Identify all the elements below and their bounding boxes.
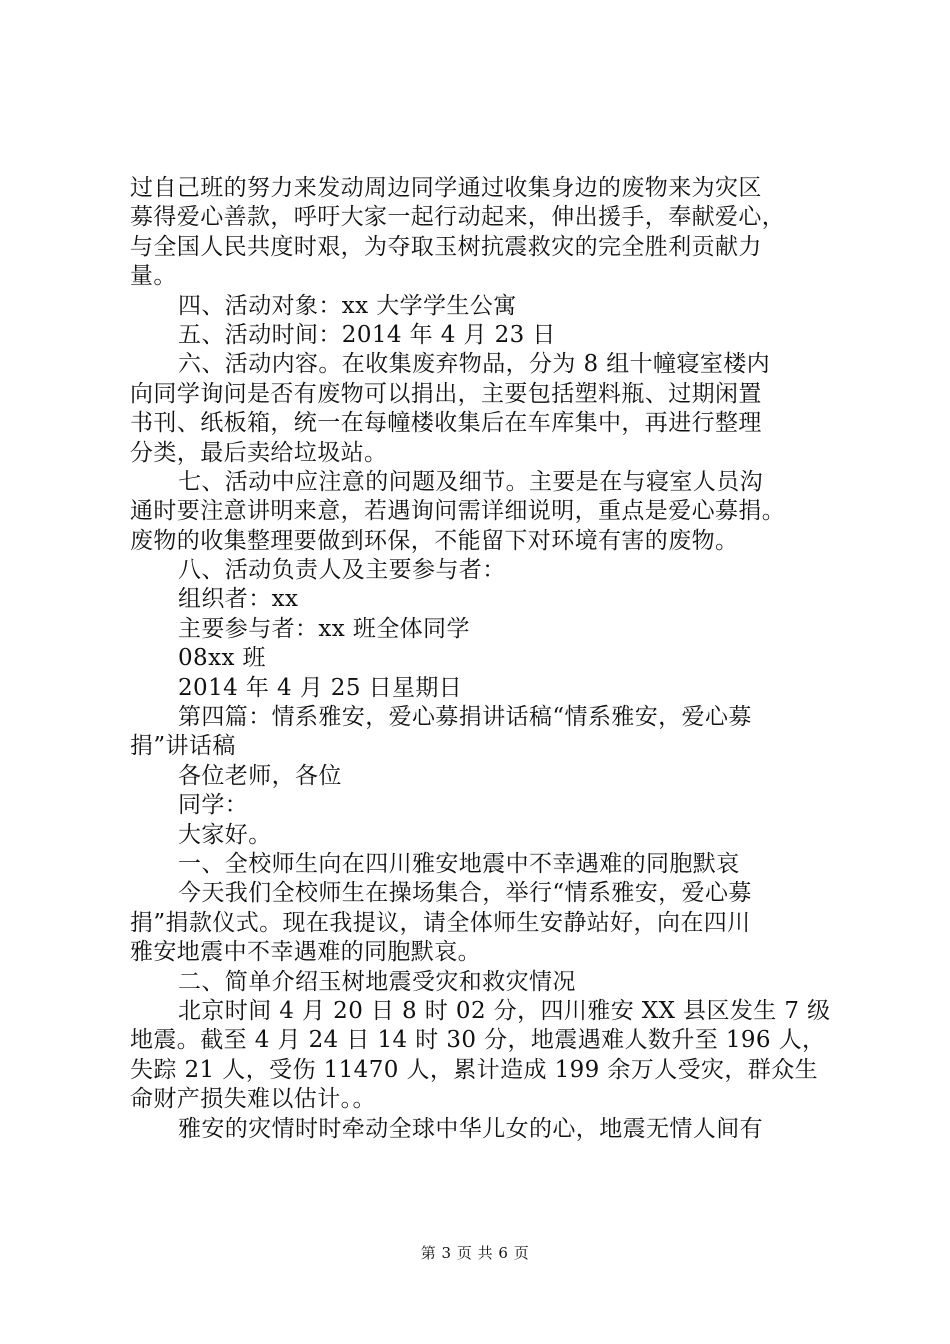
text-line: 雅安的灾情时时牵动全球中华儿女的心，地震无情人间有	[178, 1115, 763, 1142]
text-line: 各位老师，各位	[178, 762, 342, 789]
text-line: 组织者：xx	[178, 586, 299, 613]
text-line: 废物的收集整理要做到环保，不能留下对环境有害的废物。	[130, 527, 739, 554]
text-line: 主要参与者：xx 班全体同学	[178, 615, 470, 642]
text-line: 二、简单介绍玉树地震受灾和救灾情况	[178, 968, 576, 995]
text-line: 与全国人民共度时艰，为夺取玉树抗震救灾的完全胜利贡献力	[130, 233, 762, 260]
text-line: 八、活动负责人及主要参与者：	[178, 557, 506, 584]
text-line: 六、活动内容。在收集废弃物品，分为 8 组十幢寝室楼内	[178, 351, 771, 378]
text-line: 过自己班的努力来发动周边同学通过收集身边的废物来为灾区	[130, 175, 762, 201]
text-line: 分类，最后卖给垃圾站。	[130, 439, 388, 466]
text-line: 五、活动时间：2014 年 4 月 23 日	[178, 321, 556, 348]
text-line: 同学：	[178, 792, 249, 819]
text-line: 08xx 班	[178, 645, 266, 672]
document-body	[130, 174, 830, 1144]
text-line: 北京时间 4 月 20 日 8 时 02 分，四川雅安 XX 县区发生 7 级	[178, 997, 831, 1024]
text-line: 失踪 21 人，受伤 11470 人，累计造成 199 余万人受灾，群众生	[130, 1056, 818, 1083]
text-line: 雅安地震中不幸遇难的同胞默哀。	[130, 939, 481, 966]
text-line: 第四篇：情系雅安，爱心募捐讲话稿“情系雅安，爱心募	[178, 704, 752, 731]
text-line: 捐”讲话稿	[130, 733, 236, 760]
text-line: 捐”捐款仪式。现在我提议，请全体师生安静站好，向在四川	[130, 909, 751, 936]
text-line: 今天我们全校师生在操场集合，举行“情系雅安，爱心募	[178, 880, 752, 907]
text-line: 四、活动对象：xx 大学学生公寓	[178, 292, 517, 319]
text-line: 一、全校师生向在四川雅安地震中不幸遇难的同胞默哀	[178, 850, 740, 877]
text-line: 七、活动中应注意的问题及细节。主要是在与寝室人员沟	[178, 468, 763, 495]
text-line: 2014 年 4 月 25 日星期日	[178, 674, 463, 701]
page-footer: 第 3 页 共 6 页	[420, 1244, 530, 1262]
text-line: 书刊、纸板箱，统一在每幢楼收集后在车库集中，再进行整理	[130, 410, 762, 437]
text-line: 通时要注意讲明来意，若遇询问需详细说明，重点是爱心募捐。	[130, 498, 786, 525]
text-line: 募得爱心善款，呼吁大家一起行动起来，伸出援手，奉献爱心，	[130, 204, 786, 231]
text-line: 向同学询问是否有废物可以捐出，主要包括塑料瓶、过期闲置	[130, 380, 762, 407]
text-line: 命财产损失难以估计。。	[130, 1086, 376, 1113]
text-line: 量。	[130, 263, 177, 290]
text-line: 地震。截至 4 月 24 日 14 时 30 分，地震遇难人数升至 196 人，	[130, 1027, 826, 1054]
text-line: 大家好。	[178, 821, 272, 848]
